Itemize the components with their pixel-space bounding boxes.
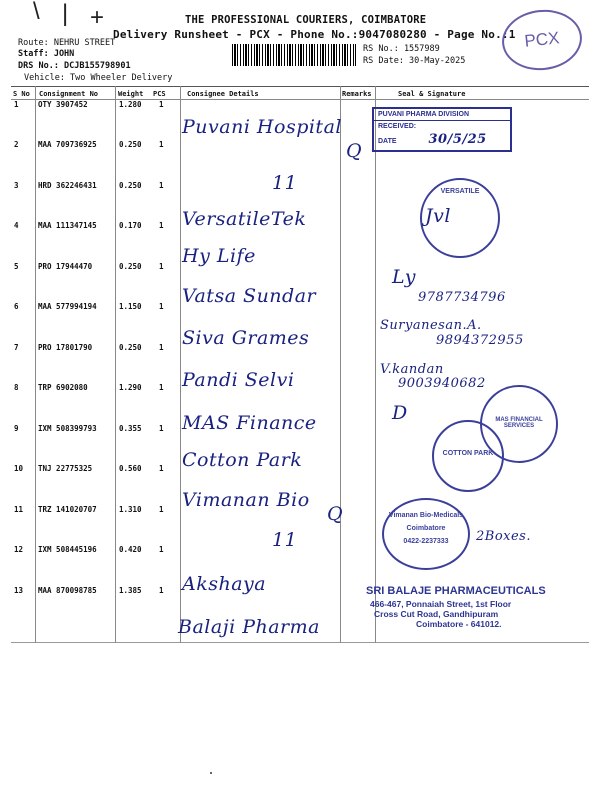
row-pcs: 1 [159,505,164,514]
remark-mark-1: Q [346,140,363,162]
mas-stamp-text: MAS FINANCIAL SERVICES [495,417,543,429]
row-consignment: OTY 3907452 [38,100,88,109]
row-weight: 1.150 [119,302,142,311]
row-pcs: 1 [159,343,164,352]
signature-name-2: Suryanesan.A. [380,318,482,333]
col-header-pcs: PCS [153,90,166,98]
row-consignment: MAA 577994194 [38,302,97,311]
row-sno: 10 [14,464,24,473]
row-consignment: MAA 111347145 [38,221,97,230]
row-handwritten-consignee: Vatsa Sundar [182,285,317,307]
versatile-stamp-text: VERSATILE [440,188,480,195]
speck [210,772,212,774]
sbp-address-3: Coimbatore - 641012. [416,619,502,629]
row-handwritten-consignee: VersatileTek [182,208,307,230]
row-weight: 1.280 [119,100,142,109]
row-consignment: PRO 17944470 [38,262,93,271]
puvani-stamp [372,107,512,152]
vehicle: Vehicle: Two Wheeler Delivery [24,73,173,83]
row-consignment: TRZ 141020707 [38,505,97,514]
tick-mark-2: | [62,0,69,27]
row-pcs: 1 [159,586,164,595]
puvani-stamp-title: PUVANI PHARMA DIVISION [374,109,510,121]
row-handwritten-consignee: Akshaya [182,573,267,595]
row-sno: 5 [14,262,19,271]
row-handwritten-consignee: Puvani Hospital [182,116,342,138]
row-weight: 1.290 [119,383,142,392]
sri-balaje-stamp [366,585,546,629]
col-header-consignee: Consignee Details [187,90,259,98]
drs-number: DRS No.: DCJB155798901 [18,61,131,71]
row-pcs: 1 [159,181,164,190]
barcode [232,44,356,66]
rs-date: RS Date: 30-May-2025 [363,56,466,66]
row-consignment: HRD 362246431 [38,181,97,190]
puvani-received-label: RECEIVED: [378,123,417,130]
row-sno: 12 [14,545,24,554]
remark-mark-11: Q [327,503,344,525]
row-sno: 4 [14,221,19,230]
signature-phone-3: 9003940682 [398,376,486,391]
row-pcs: 1 [159,140,164,149]
col-divider [340,86,341,643]
row-consignment: IXM 508399793 [38,424,97,433]
col-divider [35,86,36,643]
row-weight: 0.560 [119,464,142,473]
signature-boxes-note: 2Boxes. [476,529,531,544]
row-sno: 3 [14,181,19,190]
staff: Staff: JOHN [18,49,75,59]
row-handwritten-consignee: Hy Life [182,245,256,267]
row-consignment: MAA 870098785 [38,586,97,595]
signature-scribble-2: D [392,402,408,424]
vimanan-stamp-name: Vimanan Bio-Medicals [388,512,464,519]
sbp-name: SRI BALAJE PHARMACEUTICALS [366,585,546,597]
row-weight: 0.250 [119,262,142,271]
header-divider [11,99,589,100]
route: Route: NEHRU STREET [18,38,116,48]
row-pcs: 1 [159,100,164,109]
col-header-seal: Seal & Signature [398,90,466,98]
handwritten-consignee-13b: Balaji Pharma [178,616,320,638]
runsheet-title: Delivery Runsheet - PCX - Phone No.:9047080280 - Page No.:1 [113,28,516,41]
cotton-park-stamp [432,420,504,492]
sbp-address-1: 466-467, Ponnaiah Street, 1st Floor [370,599,512,609]
row-weight: 0.250 [119,343,142,352]
col-divider [115,86,116,643]
row-handwritten-consignee: Pandi Selvi [182,369,295,391]
row-sno: 2 [14,140,19,149]
row-weight: 0.250 [119,181,142,190]
col-header-remarks: Remarks [342,90,372,98]
row-sno: 7 [14,343,19,352]
rs-number: RS No.: 1557989 [363,44,440,54]
col-header-weight: Weight [118,90,144,98]
row-weight: 1.385 [119,586,142,595]
row-handwritten-consignee: MAS Finance [182,412,317,434]
row-sno: 13 [14,586,24,595]
versatile-signature: Jvl [425,205,451,227]
row-consignment: TNJ 22775325 [38,464,93,473]
row-consignment: MAA 709736925 [38,140,97,149]
row-sno: 1 [14,100,19,109]
row-pcs: 1 [159,302,164,311]
signature-scribble-1: Ly [392,266,417,288]
row-consignment: PRO 17801790 [38,343,93,352]
row-pcs: 1 [159,221,164,230]
row-pcs: 1 [159,545,164,554]
vimanan-stamp [382,498,470,570]
row-pcs: 1 [159,383,164,392]
pcx-stamp: PCX [499,6,585,74]
col-header-consignment: Consignment No [39,90,99,98]
vimanan-stamp-phone: 0422-2237333 [403,538,449,545]
row-weight: 1.310 [119,505,142,514]
row-handwritten-consignee: Cotton Park [182,449,303,471]
row-pcs: 1 [159,262,164,271]
col-header-sno: S No [13,90,30,98]
row-handwritten-consignee: 11 [272,529,298,551]
row-pcs: 1 [159,464,164,473]
row-weight: 0.250 [119,140,142,149]
row-pcs: 1 [159,424,164,433]
row-handwritten-consignee: Vimanan Bio [182,489,310,511]
plus-mark: + [90,4,105,31]
company-name: THE PROFESSIONAL COURIERS, COIMBATORE [185,14,427,26]
table-frame [11,86,589,643]
row-weight: 0.170 [119,221,142,230]
row-sno: 9 [14,424,19,433]
puvani-date-value: 30/5/25 [428,132,487,147]
row-sno: 8 [14,383,19,392]
signature-name-3: V.kandan [380,362,444,377]
row-weight: 0.420 [119,545,142,554]
row-weight: 0.355 [119,424,142,433]
row-consignment: TRP 6902080 [38,383,88,392]
row-sno: 11 [14,505,24,514]
row-sno: 6 [14,302,19,311]
signature-phone-1: 9787734796 [418,290,506,305]
cotton-stamp-text: COTTON PARK [442,450,494,457]
col-divider [180,86,181,643]
row-handwritten-consignee: Siva Grames [182,327,310,349]
row-consignment: IXM 508445196 [38,545,97,554]
tick-mark-1: \ [33,0,40,25]
vimanan-stamp-city: Coimbatore [406,525,446,532]
col-divider [375,86,376,643]
signature-phone-2: 9894372955 [436,333,524,348]
puvani-date-label: DATE [378,138,397,145]
row-handwritten-consignee: 11 [272,172,298,194]
sbp-address-2: Cross Cut Road, Gandhipuram [374,609,499,619]
